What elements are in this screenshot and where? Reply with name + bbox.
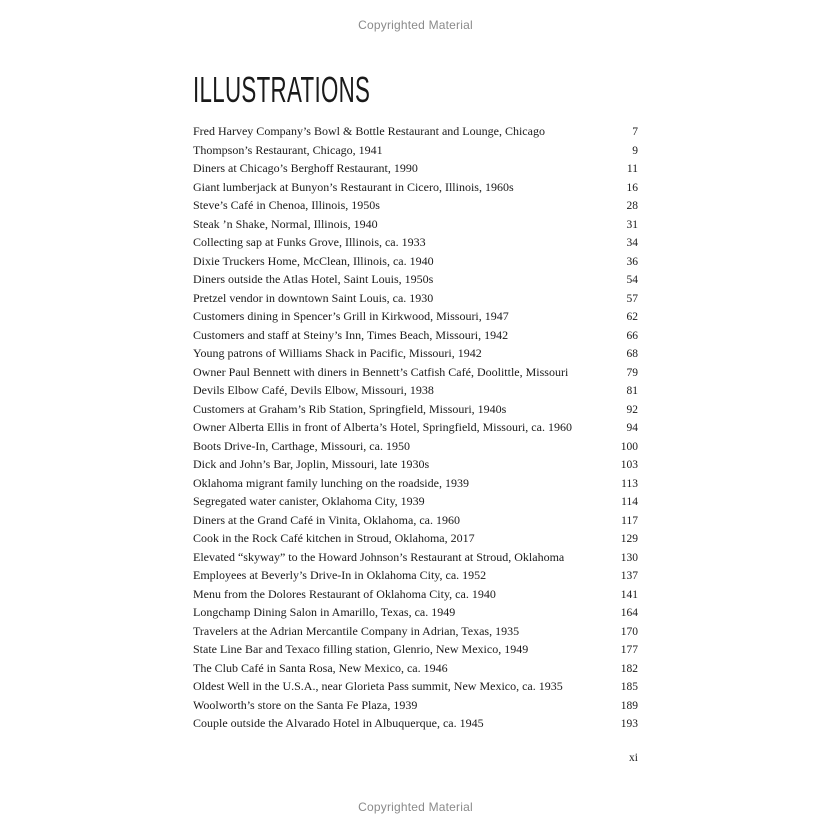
illustration-page-number: 54 [626, 274, 638, 286]
list-item [193, 270, 638, 289]
list-item [193, 437, 638, 456]
illustration-page-number: 28 [626, 200, 638, 212]
list-item [193, 344, 638, 363]
illustration-title: Diners at the Grand Café in Vinita, Oklahoma, ca. 1960 [193, 512, 460, 527]
illustration-page-number: 94 [626, 422, 638, 434]
illustration-title: State Line Bar and Texaco filling station, Glenrio, New Mexico, 1949 [193, 642, 529, 656]
list-item [193, 289, 638, 308]
illustration-page-number: 36 [626, 255, 638, 268]
illustration-title: Devils Elbow Café, Devils Elbow, Missouri, 1938 [193, 383, 434, 397]
illustration-title: Employees at Beverly’s Drive-In in Oklahoma City, ca. 1952 [193, 568, 487, 582]
illustration-title: Oklahoma migrant family lunching on the roadside, 1939 [193, 475, 469, 490]
illustration-page-number: 193 [620, 718, 638, 730]
copyright-watermark-top: Copyrighted Material [358, 18, 473, 32]
list-item [193, 252, 638, 271]
illustration-title: Steve’s Café in Chenoa, Illinois, 1950s [193, 198, 380, 212]
list-item [193, 196, 638, 215]
illustration-title: Steak ’n Shake, Normal, Illinois, 1940 [193, 216, 378, 231]
list-item [193, 622, 638, 641]
illustration-page-number: 11 [626, 163, 638, 175]
list-item [193, 548, 638, 567]
illustration-page-number: 182 [620, 662, 638, 675]
list-item [193, 381, 638, 400]
list-item [193, 566, 638, 585]
list-item [193, 696, 638, 715]
illustration-page-number: 57 [626, 292, 638, 305]
illustration-title: Segregated water canister, Oklahoma City, 1939 [193, 494, 425, 508]
illustrations-list [193, 122, 638, 733]
list-item [193, 585, 638, 604]
illustration-title: Customers dining in Spencer’s Grill in Kirkwood, Missouri, 1947 [193, 309, 509, 323]
list-item [193, 141, 638, 160]
illustration-title: Customers and staff at Steiny’s Inn, Times Beach, Missouri, 1942 [193, 327, 509, 342]
illustration-title: Collecting sap at Funks Grove, Illinois, ca. 1933 [193, 235, 426, 249]
list-item [193, 640, 638, 659]
illustration-title: Customers at Graham’s Rib Station, Springfield, Missouri, 1940s [193, 401, 507, 416]
illustration-page-number: 79 [626, 366, 638, 379]
illustration-title: Menu from the Dolores Restaurant of Oklahoma City, ca. 1940 [193, 586, 496, 601]
copyright-watermark-bottom: Copyrighted Material [358, 800, 473, 814]
illustration-page-number: 114 [621, 496, 638, 508]
page-number: xi [629, 752, 638, 764]
illustration-page-number: 7 [632, 126, 638, 138]
illustration-title: Woolworth’s store on the Santa Fe Plaza, 1939 [193, 697, 418, 712]
illustration-page-number: 170 [620, 625, 638, 638]
page-title: ILLUSTRATIONS [193, 69, 371, 110]
illustration-page-number: 9 [632, 144, 638, 157]
illustration-page-number: 92 [626, 403, 638, 416]
list-item [193, 677, 638, 696]
list-item [193, 400, 638, 419]
illustration-page-number: 164 [620, 607, 638, 619]
illustration-page-number: 117 [621, 514, 638, 527]
illustration-page-number: 31 [626, 218, 638, 231]
list-item [193, 659, 638, 678]
list-item [193, 363, 638, 382]
illustration-page-number: 189 [620, 699, 638, 712]
illustration-title: Young patrons of Williams Shack in Pacific, Missouri, 1942 [193, 346, 482, 360]
illustration-title: Diners at Chicago’s Berghoff Restaurant, 1990 [193, 161, 418, 175]
illustration-page-number: 34 [626, 237, 638, 249]
illustration-title: Dick and John’s Bar, Joplin, Missouri, late 1930s [193, 457, 430, 471]
illustration-page-number: 62 [626, 311, 638, 323]
illustration-page-number: 185 [620, 681, 638, 693]
illustration-page-number: 177 [620, 644, 638, 656]
illustration-page-number: 103 [620, 459, 638, 471]
illustration-page-number: 66 [626, 329, 638, 342]
list-item [193, 603, 638, 622]
illustration-page-number: 141 [620, 588, 638, 601]
illustration-title: Cook in the Rock Café kitchen in Stroud, Oklahoma, 2017 [193, 531, 475, 545]
illustration-title: The Club Café in Santa Rosa, New Mexico, ca. 1946 [193, 660, 448, 675]
list-item [193, 307, 638, 326]
list-item [193, 455, 638, 474]
illustration-title: Travelers at the Adrian Mercantile Company in Adrian, Texas, 1935 [193, 623, 520, 638]
list-item [193, 529, 638, 548]
illustration-page-number: 16 [626, 181, 638, 194]
list-item [193, 714, 638, 733]
list-item [193, 474, 638, 493]
illustration-title: Owner Alberta Ellis in front of Alberta’s Hotel, Springfield, Missouri, ca. 1960 [193, 420, 572, 434]
illustration-title: Boots Drive-In, Carthage, Missouri, ca. 1950 [193, 438, 410, 453]
illustration-title: Oldest Well in the U.S.A., near Glorieta Pass summit, New Mexico, ca. 1935 [193, 679, 563, 693]
list-item [193, 159, 638, 178]
illustration-title: Dixie Truckers Home, McClean, Illinois, ca. 1940 [193, 253, 434, 268]
list-item [193, 511, 638, 530]
list-item [193, 492, 638, 511]
list-item [193, 326, 638, 345]
illustration-page-number: 68 [626, 348, 638, 360]
illustration-page-number: 81 [626, 385, 638, 397]
illustration-title: Diners outside the Atlas Hotel, Saint Louis, 1950s [193, 272, 434, 286]
illustration-page-number: 137 [620, 570, 638, 582]
illustration-title: Elevated “skyway” to the Howard Johnson’s Restaurant at Stroud, Oklahoma [193, 549, 565, 564]
list-item [193, 122, 638, 141]
illustration-page-number: 129 [620, 533, 638, 545]
illustration-title: Fred Harvey Company’s Bowl & Bottle Restaurant and Lounge, Chicago [193, 124, 545, 138]
illustration-title: Couple outside the Alvarado Hotel in Albuquerque, ca. 1945 [193, 716, 484, 730]
illustration-page-number: 113 [621, 477, 638, 490]
list-item [193, 233, 638, 252]
illustration-title: Longchamp Dining Salon in Amarillo, Texas, ca. 1949 [193, 605, 456, 619]
list-item [193, 215, 638, 234]
illustration-page-number: 100 [620, 440, 638, 453]
list-item [193, 418, 638, 437]
illustration-title: Owner Paul Bennett with diners in Bennett’s Catfish Café, Doolittle, Missouri [193, 364, 569, 379]
list-item [193, 178, 638, 197]
illustration-page-number: 130 [620, 551, 638, 564]
illustration-title: Giant lumberjack at Bunyon’s Restaurant in Cicero, Illinois, 1960s [193, 179, 514, 194]
illustration-title: Thompson’s Restaurant, Chicago, 1941 [193, 142, 383, 157]
illustration-title: Pretzel vendor in downtown Saint Louis, ca. 1930 [193, 290, 434, 305]
